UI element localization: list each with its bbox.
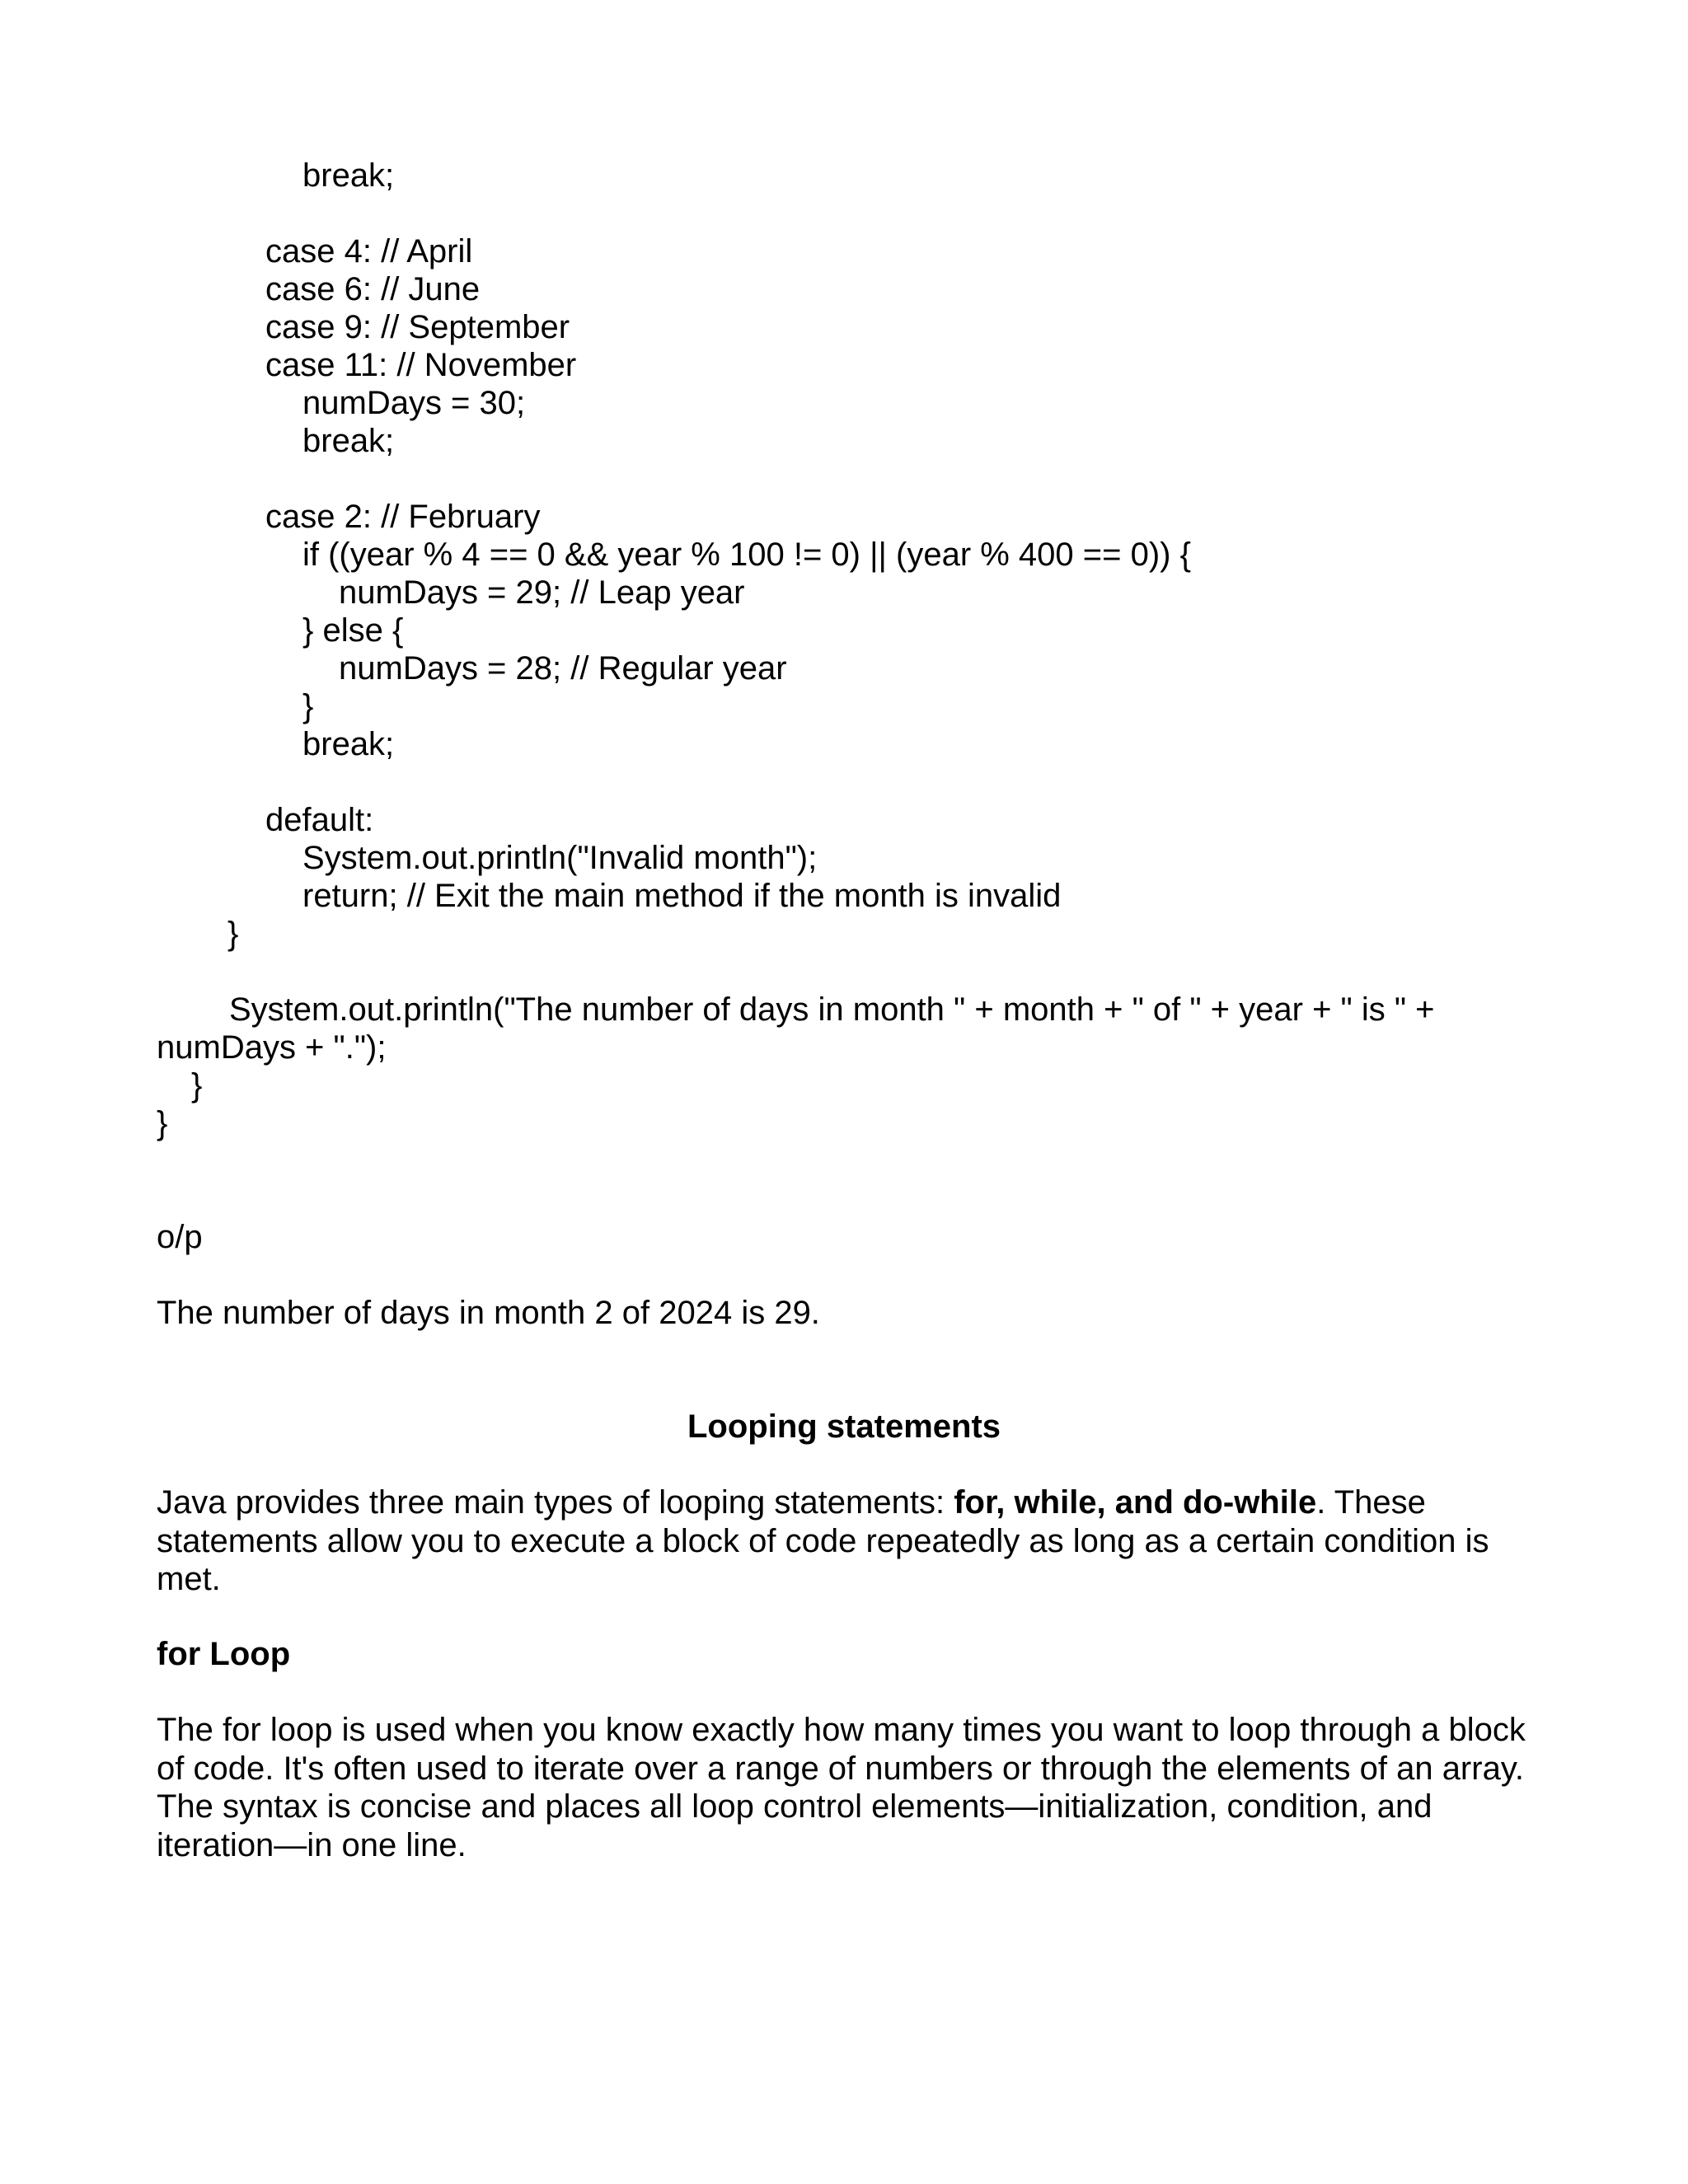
loop-types-bold: for, while, and do-while	[954, 1484, 1317, 1521]
code-line: System.out.println("The number of days in month " + month + " of " + year + " is " +	[229, 991, 1435, 1028]
code-line: case 11: // November	[265, 347, 577, 383]
code-line: numDays = 30;	[302, 385, 526, 421]
for-loop-heading: for Loop	[157, 1636, 291, 1672]
code-line: case 4: // April	[265, 233, 473, 269]
for-loop-paragraph: The for loop is used when you know exactly how many times you want to loop through a block of code. It's often used to iterate over a range of numbers or through the elements of an array. The syntax is concise and places all loop control elements—initialization, condition, and iteration—in one line.	[157, 1712, 1526, 1863]
code-line: numDays = 29; // Leap year	[339, 574, 745, 611]
code-line: }	[227, 916, 239, 952]
section-title: Looping statements	[687, 1408, 1001, 1445]
code-line: }	[157, 1105, 168, 1141]
output-label: o/p	[157, 1219, 203, 1255]
code-line: numDays = 28; // Regular year	[339, 650, 787, 687]
code-line: case 2: // February	[265, 499, 541, 535]
code-line: if ((year % 4 == 0 && year % 100 != 0) || (year % 400 == 0)) {	[302, 537, 1191, 573]
intro-text: Java provides three main types of looping statements:	[157, 1484, 954, 1521]
output-text: The number of days in month 2 of 2024 is 29.	[157, 1295, 820, 1331]
code-line: }	[302, 688, 314, 724]
intro-text-end: . These statements allow you to execute a block of code repeatedly as long as a certain condition is met.	[157, 1484, 1489, 1597]
code-line: case 9: // September	[265, 309, 570, 345]
intro-paragraph	[157, 1483, 1550, 1599]
code-line: break;	[302, 726, 395, 762]
code-line: } else {	[302, 612, 404, 649]
code-line: default:	[265, 802, 374, 838]
code-line: break;	[302, 157, 395, 194]
code-line: case 6: // June	[265, 271, 481, 307]
code-line: return; // Exit the main method if the month is invalid	[302, 878, 1062, 914]
code-line: }	[191, 1067, 203, 1104]
code-line: System.out.println("Invalid month");	[302, 840, 818, 876]
code-line: break;	[302, 423, 395, 459]
code-line: numDays + ".");	[157, 1029, 387, 1066]
